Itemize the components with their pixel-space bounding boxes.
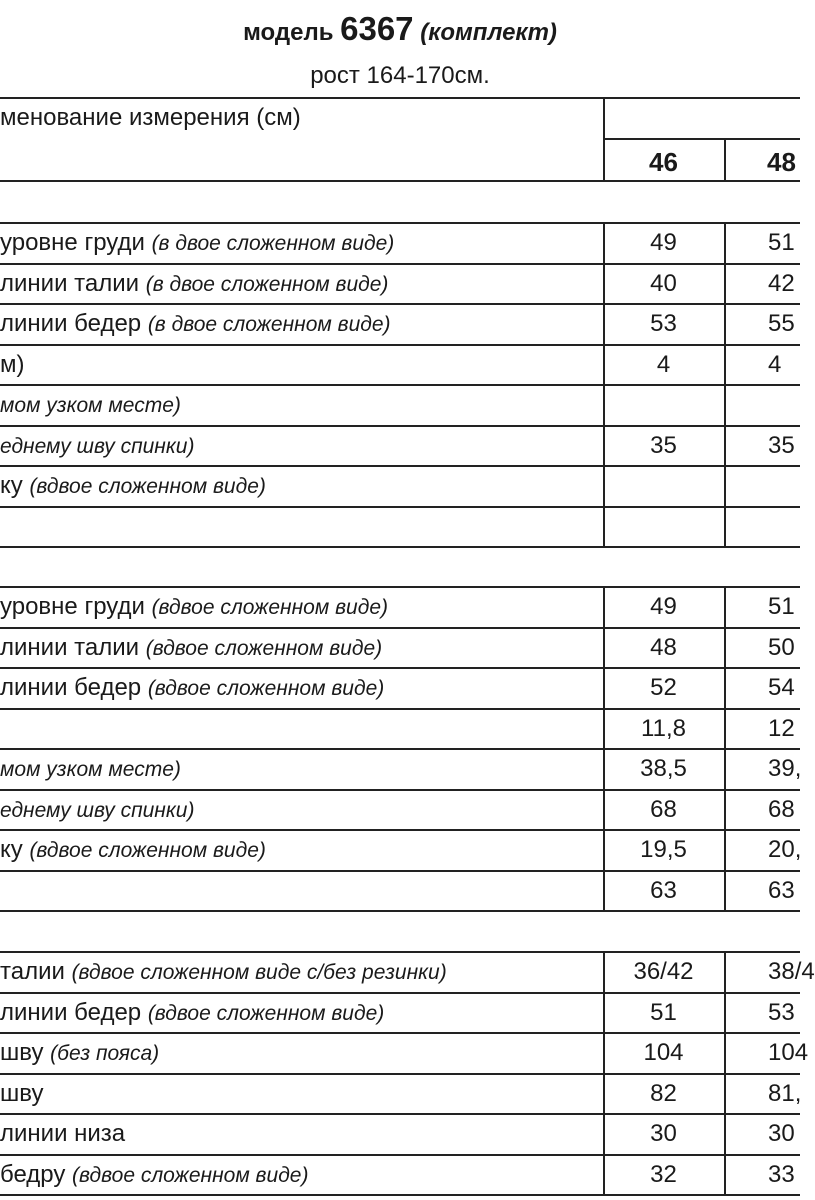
header-divider-sizes: [724, 138, 726, 180]
col-divider: [724, 708, 726, 748]
row-label: линии низа: [0, 1120, 126, 1147]
value-size-48: 30: [768, 1120, 795, 1147]
value-size-46: 49: [650, 593, 677, 620]
value-size-48: 33: [768, 1161, 795, 1188]
col-divider: [724, 627, 726, 667]
title-prefix: модель: [243, 19, 334, 46]
col-divider: [724, 586, 726, 627]
value-size-48: 50: [768, 634, 795, 661]
row-line: [0, 910, 800, 912]
row-line: [0, 1154, 800, 1156]
value-size-48: 38/4: [768, 958, 815, 985]
row-line: [0, 465, 800, 467]
value-size-46: 19,5: [640, 836, 687, 863]
value-size-46: 104: [643, 1039, 684, 1066]
row-line: [0, 789, 800, 791]
value-size-48: 42: [768, 270, 795, 297]
row-label: мом узком месте): [0, 758, 181, 781]
value-size-46: 11,8: [641, 715, 686, 742]
col-divider: [603, 384, 605, 425]
header-mid-line: [603, 138, 800, 140]
col-divider: [724, 789, 726, 829]
value-size-48: 104: [768, 1039, 809, 1066]
row-line: [0, 263, 800, 265]
value-size-46: 36/42: [633, 958, 694, 985]
row-label: шву: [0, 1080, 44, 1107]
row-label: мом узком месте): [0, 394, 181, 417]
value-size-46: 52: [650, 674, 677, 701]
row-line: [0, 627, 800, 629]
value-size-46: 4: [656, 351, 671, 378]
size-46-header: 46: [649, 147, 678, 177]
height-range: рост 164-170см.: [310, 62, 490, 89]
value-size-46: 30: [650, 1120, 677, 1147]
row-line: [0, 344, 800, 346]
row-label: ку (вдвое сложенном виде): [0, 836, 266, 863]
page-title: [0, 10, 800, 48]
row-line: [0, 667, 800, 669]
value-size-46: 38,5: [640, 755, 687, 782]
row-line: [0, 1032, 800, 1034]
col-divider: [724, 425, 726, 465]
value-size-46: 53: [650, 310, 677, 337]
row-line: [0, 546, 800, 548]
row-line: [0, 748, 800, 750]
header-bottom-line: [0, 180, 800, 182]
row-line: [0, 1073, 800, 1075]
row-line: [0, 1113, 800, 1115]
row-label: линии бедер (вдвое сложенном виде): [0, 674, 385, 701]
col-divider: [724, 870, 726, 910]
col-divider: [724, 1073, 726, 1113]
value-size-46: 68: [650, 796, 677, 823]
col-divider: [603, 506, 605, 546]
row-line: [0, 303, 800, 305]
value-size-48: 35: [768, 432, 795, 459]
col-divider: [724, 344, 726, 384]
value-size-46: 63: [650, 877, 677, 904]
col-divider: [724, 829, 726, 870]
row-line: [0, 992, 800, 994]
value-size-46: 51: [650, 999, 677, 1026]
col-divider: [724, 1032, 726, 1073]
col-divider: [724, 384, 726, 425]
measurement-label: менование измерения (см): [0, 104, 301, 131]
value-size-48: 12: [768, 715, 795, 742]
value-size-48: 53: [768, 999, 795, 1026]
row-label: линии бедер (в двое сложенном виде): [0, 310, 391, 337]
row-label: ку (вдвое сложенном виде): [0, 472, 266, 499]
col-divider: [724, 263, 726, 303]
value-size-48: 81,: [768, 1080, 802, 1107]
col-divider: [724, 303, 726, 344]
col-divider: [724, 506, 726, 546]
value-size-48: 68: [768, 796, 795, 823]
row-line: [0, 829, 800, 831]
row-label: уровне груди (вдвое сложенном виде): [0, 593, 388, 620]
col-divider: [724, 992, 726, 1032]
row-label: линии бедер (вдвое сложенном виде): [0, 999, 385, 1026]
row-label: бедру (вдвое сложенном виде): [0, 1161, 309, 1188]
value-size-46: 49: [650, 229, 677, 256]
value-size-46: 82: [650, 1080, 677, 1107]
value-size-48: 51: [768, 593, 795, 620]
row-label: еднему шву спинки): [0, 435, 195, 458]
model-number: 6367: [340, 10, 414, 47]
row-line: [0, 1194, 800, 1196]
value-size-48: 51: [768, 229, 795, 256]
row-line: [0, 506, 800, 508]
value-size-48: 20,: [768, 836, 802, 863]
row-label: шву (без пояса): [0, 1039, 160, 1066]
row-label: м): [0, 351, 25, 378]
row-label: уровне груди (в двое сложенном виде): [0, 229, 395, 256]
row-line: [0, 384, 800, 386]
value-size-46: 32: [650, 1161, 677, 1188]
value-size-48: 39,: [768, 755, 802, 782]
col-divider: [724, 1113, 726, 1154]
col-divider: [724, 667, 726, 708]
col-divider: [603, 465, 605, 506]
col-divider: [724, 222, 726, 263]
value-size-46: 35: [650, 432, 677, 459]
section-top-line: [0, 222, 800, 224]
title-suffix: (комплект): [420, 19, 557, 46]
section-top-line: [0, 951, 800, 953]
col-divider: [724, 951, 726, 992]
section-top-line: [0, 586, 800, 588]
table-top-border: [0, 97, 800, 99]
row-label: линии талии (в двое сложенном виде): [0, 270, 389, 297]
value-size-48: 63: [768, 877, 795, 904]
value-size-48: 4: [768, 351, 782, 378]
col-divider: [724, 1154, 726, 1194]
row-line: [0, 425, 800, 427]
value-size-46: 40: [650, 270, 677, 297]
row-label: талии (вдвое сложенном виде с/без резинки): [0, 958, 447, 985]
col-divider: [724, 465, 726, 506]
col-divider: [724, 748, 726, 789]
value-size-48: 55: [768, 310, 795, 337]
row-label: еднему шву спинки): [0, 799, 195, 822]
size-48-header: 48: [767, 147, 796, 177]
row-label: линии талии (вдвое сложенном виде): [0, 634, 383, 661]
value-size-48: 54: [768, 674, 795, 701]
value-size-46: 48: [650, 634, 677, 661]
row-line: [0, 870, 800, 872]
row-line: [0, 708, 800, 710]
